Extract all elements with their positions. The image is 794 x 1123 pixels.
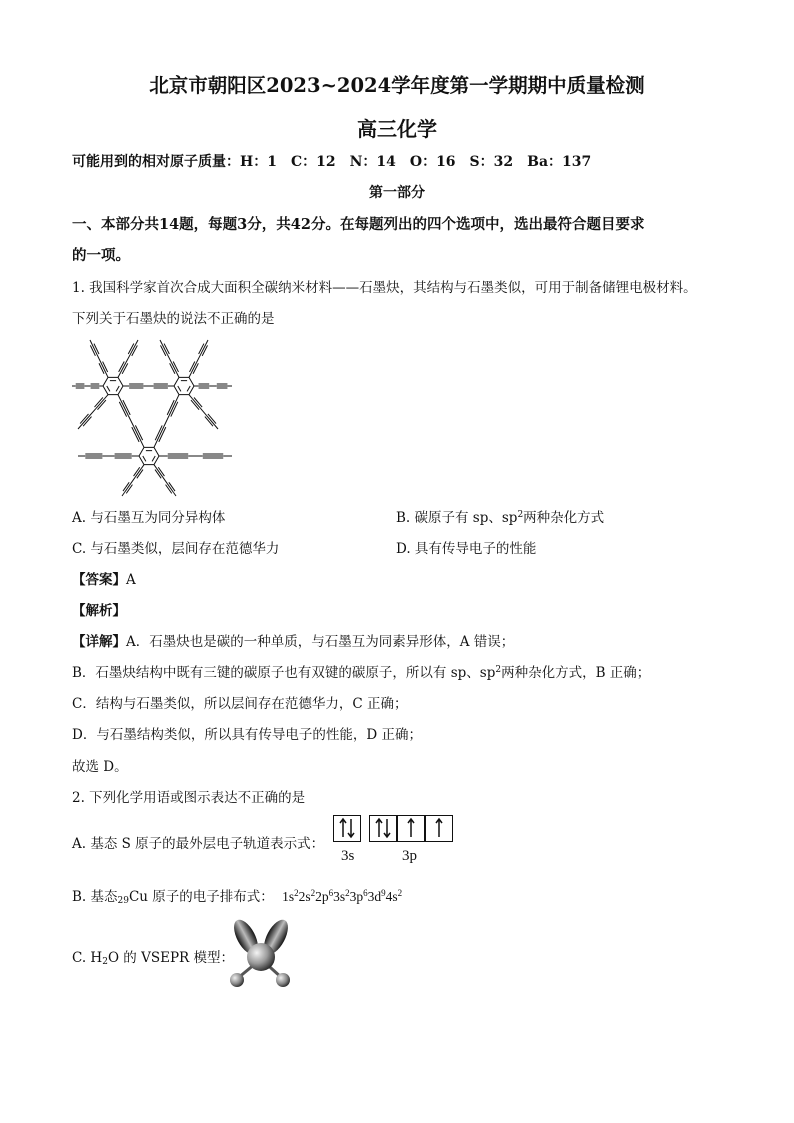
orbital-term-exponent: 2 (397, 888, 403, 898)
oxygen-atom (247, 943, 275, 971)
exam-title: 北京市朝阳区2023~2024学年度第一学期期中质量检测 (149, 74, 645, 97)
orbital-term: 3d (367, 889, 382, 904)
atomic-masses: 可能用到的相对原子质量：H：1 C：12 N：14 O：16 S：32 Ba：137 (72, 154, 592, 170)
hydrogen-atom-right (276, 973, 290, 987)
q1-stem-line1: 1. 我国科学家首次合成大面积全碳纳米材料——石墨炔，其结构与石墨类似，可用于制备储锂电极材料。 (72, 280, 697, 296)
graphdiyne-structure-figure (68, 334, 236, 498)
h2o-vsepr-model (224, 915, 300, 995)
exam-subtitle: 高三化学 (357, 117, 437, 141)
q2-option-c: C. $H_2O$ 的 VSEPR 模型： (72, 950, 234, 967)
q1-conclusion: 故选 D。 (72, 759, 128, 775)
orbital-term: 2p (315, 889, 329, 904)
orbital-label-3s: 3s (341, 848, 355, 864)
q1-option-c: C. 与石墨类似，层间存在范德华力 (72, 541, 280, 557)
part-heading: 第一部分 (369, 185, 425, 201)
q2-option-a-text: A. 基态 S 原子的最外层电子轨道表示式： (72, 836, 325, 852)
q2-option-b: B. 基态$_{29}$Cu 原子的电子排布式： $1s^22s^22p^63s^23p^63d^94s^2$ (72, 888, 403, 906)
orbital-term: 1s (282, 889, 295, 904)
q1-stem-line2: 下列关于石墨炔的说法不正确的是 (72, 311, 275, 327)
orbital-term-exponent: 2 (345, 888, 350, 898)
orbital-term-exponent: 2 (310, 888, 316, 898)
q1-detail-c: C．结构与石墨类似，所以层间存在范德华力，C 正确； (72, 696, 408, 712)
orbital-label-3p: 3p (402, 848, 417, 864)
orbital-3s-box (333, 815, 363, 842)
q1-analysis-label: 【解析】 (72, 603, 126, 619)
orbital-term: 3s (333, 889, 346, 904)
spin-pair-icon (334, 816, 360, 840)
q1-detail-a: 【详解】A．石墨炔也是碳的一种单质，与石墨互为同素异形体，A 错误； (72, 634, 515, 650)
cu-electron-configuration (282, 889, 402, 904)
q1-option-b: B. 碳原子有 sp、$sp^2$两种杂化方式 (396, 510, 605, 526)
orbital-term: 2s (298, 889, 311, 904)
hydrogen-atom-left (230, 973, 244, 987)
orbital-term-exponent: 2 (294, 888, 299, 898)
q2-stem: 2. 下列化学用语或图示表达不正确的是 (72, 790, 306, 806)
q1-detail-d: D．与石墨结构类似，所以具有传导电子的性能，D 正确； (72, 727, 422, 743)
spin-up-icon (398, 816, 424, 840)
q1-detail-b: B．石墨炔结构中既有三键的碳原子也有双键的碳原子，所以有 sp、$sp^2$两种杂化方式，B 正确； (72, 665, 651, 681)
orbital-term-exponent: 9 (381, 888, 386, 898)
q1-option-d: D. 具有传导电子的性能 (396, 541, 537, 557)
section-intro-line2: 的一项。 (72, 247, 130, 264)
spin-up-icon (426, 816, 452, 840)
q1-answer: 【答案】A (72, 572, 136, 588)
q1-option-a: A. 与石墨互为同分异构体 (72, 510, 226, 526)
spin-pair-icon (370, 816, 396, 840)
orbital-term-exponent: 6 (363, 888, 368, 898)
section-intro-line1: 一、本部分共14题，每题3分，共42分。在每题列出的四个选项中，选出最符合题目要求 (72, 216, 645, 233)
orbital-term-exponent: 6 (328, 888, 334, 898)
orbital-3p-boxes (369, 815, 459, 842)
orbital-term: 4s (385, 889, 398, 904)
orbital-term: 3p (349, 889, 364, 904)
